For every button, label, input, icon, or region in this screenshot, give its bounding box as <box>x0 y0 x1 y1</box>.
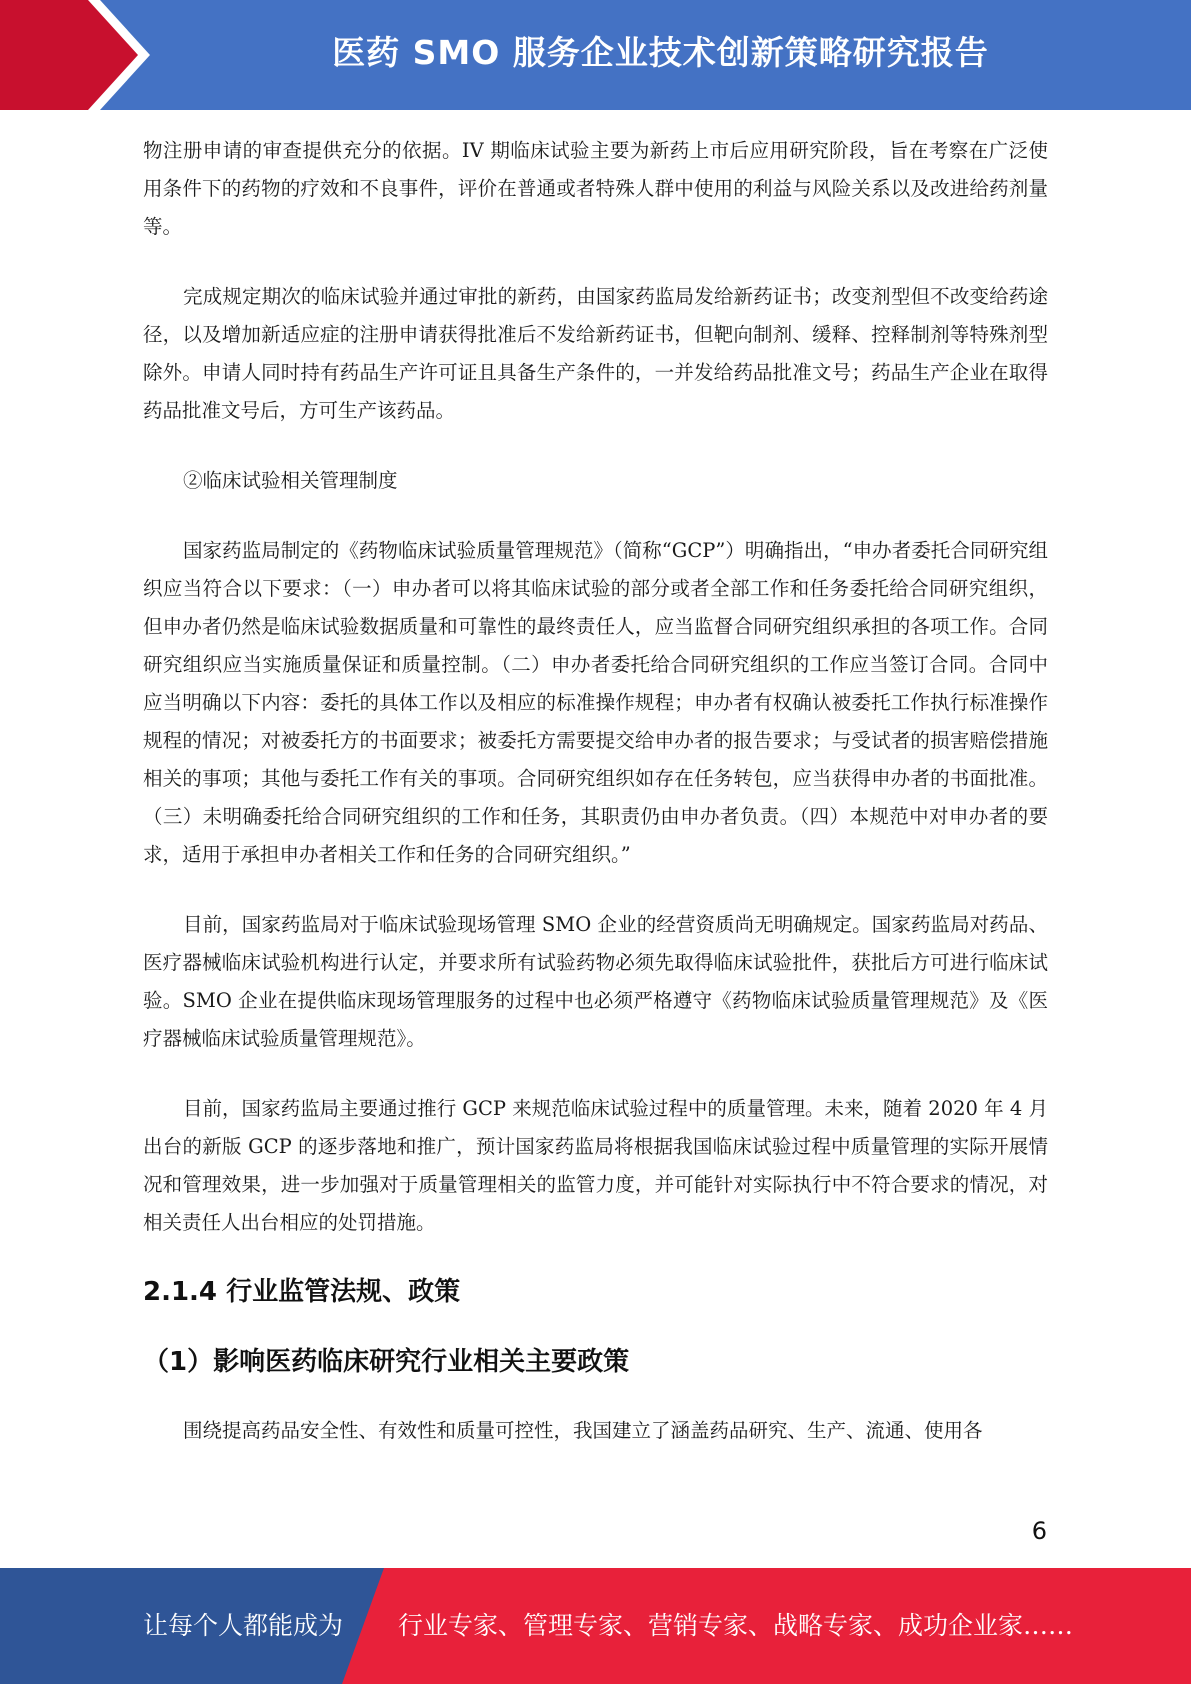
document-body <box>143 132 1048 1450</box>
subheading-clinical-trial-management: ②临床试验相关管理制度 <box>183 469 398 492</box>
paragraph-drug-regulation: 围绕提高药品安全性、有效性和质量可控性，我国建立了涵盖药品研究、生产、流通、使用各 <box>183 1419 983 1442</box>
page-number: 6 <box>1031 1517 1047 1545</box>
page-footer <box>0 1568 1191 1684</box>
page-header <box>0 0 1191 110</box>
paragraph-gcp-requirements: 国家药监局制定的《药物临床试验质量管理规范》（简称“GCP”）明确指出，“申办者委托合同研究组织应当符合以下要求：（一）申办者可以将其临床试验的部分或者全部工作和任务委托给合同研究组织，但申办者仍然是临床试验数据质量和可靠性的最终责任人，应当监督合同研究组织承担的各项工作。合同研究组织应当实施质量保证和质量控制。（二）申办者委托给合同研究组织的工作应当签订合同。合同中应当明确以下内容：委托的具体工作以及相应的标准操作规程；申办者有权确认被委托工作执行标准操作规程的情况；对被委托方的书面要求；被委托方需要提交给申办者的报告要求；与受试者的损害赔偿措施相关的事项；其他与委托工作有关的事项。合同研究组织如存在任务转包，应当获得申办者的书面批准。（三）未明确委托给合同研究组织的工作和任务，其职责仍由申办者负责。（四）本规范中对申办者的要求，适用于承担申办者相关工作和任务的合同研究组织。” <box>143 539 1048 866</box>
footer-slogan-right: 行业专家、管理专家、营销专家、战略专家、成功企业家…… <box>398 1611 1074 1640</box>
report-title: 医药 SMO 服务企业技术创新策略研究报告 <box>332 33 989 72</box>
footer-slogan-left: 让每个人都能成为 <box>143 1611 344 1640</box>
paragraph-smo-qualification: 目前，国家药监局对于临床试验现场管理 SMO 企业的经营资质尚无明确规定。国家药监局对药品、医疗器械临床试验机构进行认定，并要求所有试验药物必须先取得临床试验批件，获批后方可进行临床试验。SMO 企业在提供临床现场管理服务的过程中也必须严格遵守《药物临床试验质量管理规范》及《医疗器械临床试验质量管理规范》。 <box>143 913 1048 1050</box>
subsection-heading: （1）影响医药临床研究行业相关主要政策 <box>143 1347 630 1377</box>
paragraph-phase-iv: 物注册申请的审查提供充分的依据。IV 期临床试验主要为新药上市后应用研究阶段，旨在考察在广泛使用条件下的药物的疗效和不良事件，评价在普通或者特殊人群中使用的利益与风险关系以及改进给药剂量等。 <box>143 139 1048 238</box>
section-heading: 2.1.4 行业监管法规、政策 <box>143 1277 461 1307</box>
paragraph-new-drug-certificate: 完成规定期次的临床试验并通过审批的新药，由国家药监局发给新药证书；改变剂型但不改变给药途径，以及增加新适应症的注册申请获得批准后不发给新药证书，但靶向制剂、缓释、控释制剂等特殊剂型除外。申请人同时持有药品生产许可证且具备生产条件的，一并发给药品批准文号；药品生产企业在取得药品批准文号后，方可生产该药品。 <box>143 285 1048 422</box>
paragraph-gcp-future: 目前，国家药监局主要通过推行 GCP 来规范临床试验过程中的质量管理。未来，随着 2020 年 4 月出台的新版 GCP 的逐步落地和推广，预计国家药监局将根据我国临床试验过程中质量管理的实际开展情况和管理效果，进一步加强对于质量管理相关的监管力度，并可能针对实际执行中不符合要求的情况，对相关责任人出台相应的处罚措施。 <box>143 1097 1048 1234</box>
header-arrow-red <box>0 0 138 110</box>
